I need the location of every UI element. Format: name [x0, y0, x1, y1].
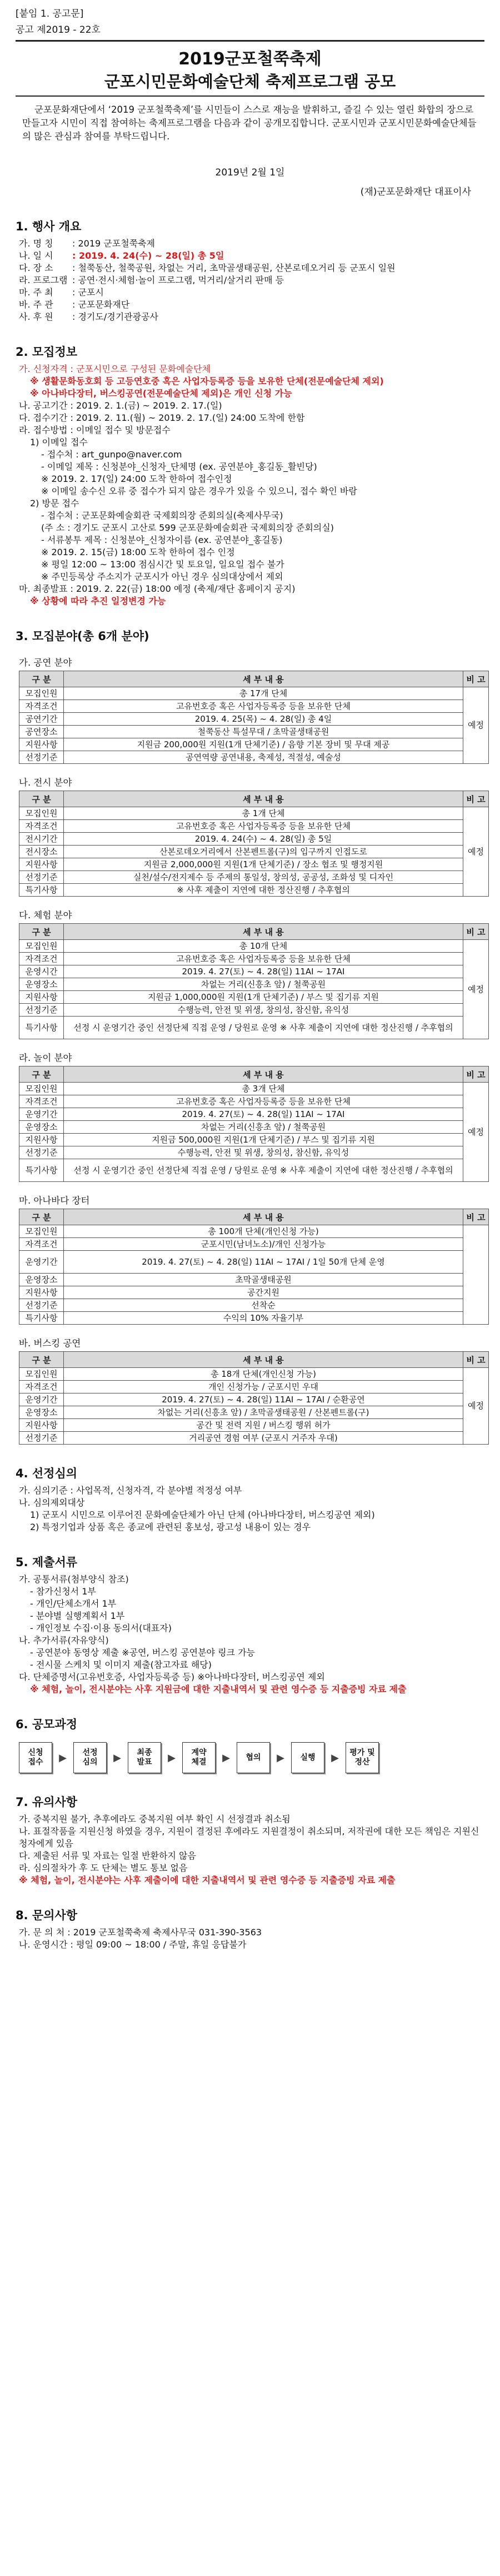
row-remark: 예정	[463, 807, 489, 897]
row-detail: 선착순	[64, 1299, 463, 1312]
table-row	[19, 1004, 489, 1017]
arrow-right-icon: ▶	[222, 1752, 230, 1764]
table-header-cell: 세 부 내 용	[64, 671, 463, 687]
overview-value: : 공연·전시·체험·놀이 프로그램, 먹거리/살거리 판매 등	[72, 275, 284, 285]
field-table	[19, 923, 489, 1039]
table-header-cell: 구 분	[19, 791, 64, 807]
table-row	[19, 1083, 489, 1095]
row-detail: 차없는 거리(신흥초 앞) / 철쭉공원	[64, 978, 463, 991]
arrow-right-icon: ▶	[113, 1752, 121, 1764]
table-row	[19, 1381, 489, 1393]
table-header-cell: 비 고	[463, 1209, 489, 1225]
row-category: 운영기간	[19, 1393, 64, 1406]
row-remark: 예정	[463, 687, 489, 764]
doc-video: - 공연분야 동영상 제출 ※공연, 버스킹 공연분야 링크 가능	[30, 1647, 255, 1658]
table-row	[19, 884, 489, 897]
review-info	[19, 1485, 483, 1533]
field-label: 바. 버스킹 공연	[19, 1338, 81, 1349]
table-row	[19, 807, 489, 820]
table-row	[19, 871, 489, 884]
overview-row	[19, 262, 483, 274]
table-row	[19, 940, 489, 953]
field-table	[19, 671, 489, 764]
row-category: 운영기간	[19, 1251, 64, 1274]
process-step: 신청 접수	[19, 1742, 52, 1773]
final-announcement: 마. 최종발표 : 2019. 2. 22(금) 18:00 예정 (축제/재단 홈페이지 공지)	[19, 583, 296, 594]
overview-value: : 군포문화재단	[72, 299, 130, 310]
table-row	[19, 738, 489, 751]
envelope-subject: - 서류봉투 제목 : 신청분야_신청자이름 (ex. 공연분야_홍길동)	[41, 535, 283, 545]
row-detail: 고유번호증 혹은 사업자등록증 등을 보유한 단체	[64, 953, 463, 965]
overview-row	[19, 238, 483, 250]
recruitment-info	[19, 363, 483, 607]
notice-header	[0, 0, 500, 36]
row-category: 자격조건	[19, 1238, 64, 1251]
row-detail: 개인 신청가능 / 군포시민 우대	[64, 1381, 463, 1393]
eligibility: 가. 신청자격 : 군포시민으로 구성된 문화예술단체	[19, 364, 211, 374]
row-detail: ※ 사후 제출이 지연에 대한 정산진행 / 추후협의	[64, 884, 463, 897]
exclusion-1: 1) 군포시 시민으로 이루어진 문화예술단체가 아닌 단체 (아나바다장터, 버스킹공연 제외)	[30, 1510, 375, 1520]
exclusion-2: 2) 특정기업과 상품 혹은 종교에 관련된 홍보성, 광고성 내용이 있는 경우	[30, 1522, 311, 1532]
contact-hours: 나. 운영시간 : 평일 09:00 ~ 18:00 / 주말, 휴일 응답불가	[19, 1939, 247, 1950]
overview-row	[19, 286, 483, 299]
doc-introduction: - 개인/단체소개서 1부	[30, 1598, 117, 1609]
notice-number: 공고 제2019 - 22호	[16, 24, 101, 36]
table-row	[19, 1406, 489, 1419]
row-category: 자격조건	[19, 953, 64, 965]
field-table	[19, 1351, 489, 1445]
residence-note: ※ 주민등록상 주소지가 군포시가 아닌 경우 심의대상에서 제외	[41, 571, 283, 582]
caution-plagiarism: 나. 표절작품을 지원신청 하였을 경우, 지원이 결정된 후에라도 지원결정이 취소되며, 저작권에 대한 모든 책임은 지원신청자에게 있음	[19, 1826, 479, 1849]
expense-proof-note: ※ 체험, 놀이, 전시분야는 사후 지원금에 대한 지출내역서 및 관련 영수증 등 지출증빙 자료 제출	[30, 1684, 407, 1694]
table-row	[19, 953, 489, 965]
row-detail: 공간지원	[64, 1286, 463, 1299]
row-detail: 지원금 1,000,000원 지원(1개 단체기준) / 부스 및 집기류 지원	[64, 991, 463, 1004]
intro-paragraph: 군포문화재단에서 ‘2019 군포철쭉축제’를 시민들이 스스로 재능을 발휘하고, 즐길 수 있는 열린 화합의 장으로 만들고자 시민이 직접 참여하는 축제프로그램을 다음과 같이 공개모집합니다. 군포시민과 군포시민문화예술단체들의 많은 관심과 참여를 부탁드립니다.	[22, 104, 477, 142]
row-category: 자격조건	[19, 700, 64, 713]
review-exclusion: 나. 심의제외대상	[19, 1497, 85, 1508]
row-remark	[463, 1225, 489, 1325]
review-criteria: 가. 심의기준 : 사업목적, 신청자격, 각 분야별 적정성 여부	[19, 1485, 242, 1496]
row-category: 운영기간	[19, 1108, 64, 1121]
row-category: 모집인원	[19, 1368, 64, 1381]
table-row	[19, 1095, 489, 1108]
table-header-cell: 세 부 내 용	[64, 1209, 463, 1225]
table-header-cell: 구 분	[19, 924, 64, 940]
fields-tables	[0, 655, 500, 1445]
row-category: 운영장소	[19, 1406, 64, 1419]
table-header-cell: 구 분	[19, 1352, 64, 1368]
row-detail: 산본로데오거리에서 산본펜트롤(구)의 입구까지 인접도로	[64, 846, 463, 858]
overview-key: 라. 프로그램	[19, 275, 68, 285]
row-category: 자격조건	[19, 1095, 64, 1108]
table-row	[19, 1225, 489, 1238]
additional-docs: 나. 추가서류(자유양식)	[19, 1635, 109, 1646]
table-row	[19, 687, 489, 700]
row-remark: 예정	[463, 1368, 489, 1445]
row-detail: 2019. 4. 27(토) ~ 4. 28(일) 11AI ~ 17AI / 1일 50개 단체 운영	[64, 1251, 463, 1274]
row-category: 운영시간	[19, 965, 64, 978]
row-category: 운영장소	[19, 978, 64, 991]
row-category: 운영장소	[19, 1274, 64, 1286]
table-header-cell: 비 고	[463, 791, 489, 807]
row-detail: 2019. 4. 27(토) ~ 4. 28(일) 11AI ~ 17AI	[64, 965, 463, 978]
row-detail: 총 3개 단체	[64, 1083, 463, 1095]
row-detail: 총 100개 단체(개인신청 가능)	[64, 1225, 463, 1238]
table-row	[19, 1432, 489, 1445]
row-detail: 2019. 4. 24(수) ~ 4. 28(일) 총 5일	[64, 833, 463, 846]
group-certificate: 다. 단체증명서(고유번호증, 사업자등록증 등) ※아나바다장터, 버스킹공연 제외	[19, 1672, 325, 1682]
row-detail: 총 1개 단체	[64, 807, 463, 820]
table-row	[19, 726, 489, 738]
row-category: 자격조건	[19, 820, 64, 833]
table-header-cell: 세 부 내 용	[64, 791, 463, 807]
caution-return: 다. 제출된 서류 및 자료는 일절 반환하지 않음	[19, 1850, 196, 1861]
table-header-cell: 세 부 내 용	[64, 1066, 463, 1083]
announcement-period: 나. 공고기간 : 2019. 2. 1.(금) ~ 2019. 2. 17.(일)	[19, 400, 222, 411]
email-address: - 접수처 : art_gunpo@naver.com	[41, 449, 182, 460]
row-detail: 차없는 거리(신흥초 앞) / 초막골생태공원 / 산본펜트롤(구)	[64, 1406, 463, 1419]
email-subject: - 이메일 제목 : 신청분야_신청자_단체명 (ex. 공연분야_홍길동_활빈당)	[41, 461, 317, 472]
section-contact-title: 8. 문의사항	[16, 1909, 78, 1922]
visit-deadline: ※ 2019. 2. 15(금) 18:00 도착 한하여 접수 인정	[41, 547, 235, 557]
section-review-title: 4. 선정심의	[16, 1467, 78, 1480]
row-detail: 초막골생태공원	[64, 1274, 463, 1286]
festival-title: 2019군포철쭉축제	[178, 49, 322, 69]
row-detail: 선정 시 운영기간 중인 선정단체 직접 운영 / 당원로 운영 ※ 사후 제출이 지연에 대한 정산진행 / 추후협의	[64, 1017, 463, 1039]
table-row	[19, 1312, 489, 1325]
row-detail: 군포시민(남녀노소)/개인 신청가능	[64, 1238, 463, 1251]
row-category: 선정기준	[19, 1432, 64, 1445]
row-detail: 수익의 10% 자율기부	[64, 1312, 463, 1325]
overview-key: 가. 명 칭	[19, 238, 53, 249]
row-detail: 수행능력, 안전 및 위생, 창의성, 참신함, 유익성	[64, 1146, 463, 1159]
email-deadline: ※ 2019. 2. 17(일) 24:00 도착 한하여 접수인정	[41, 474, 232, 484]
process-step: 실행	[291, 1742, 324, 1773]
table-row	[19, 820, 489, 833]
visit-address: (주 소 : 경기도 군포시 고산로 599 군포문화예술회관 국제회의장 준회의실)	[41, 522, 334, 533]
table-row	[19, 1299, 489, 1312]
row-category: 지원사항	[19, 1419, 64, 1432]
process-step: 최종 발표	[128, 1742, 161, 1773]
row-category: 모집인원	[19, 687, 64, 700]
overview-row	[19, 274, 483, 286]
schedule-change-note: ※ 상황에 따라 추진 일정변경 가능	[30, 596, 166, 606]
table-row	[19, 1108, 489, 1121]
overview-key: 나. 일 시	[19, 250, 53, 261]
doc-consent: - 개인정보 수집·이용 동의서(대표자)	[30, 1623, 172, 1633]
doc-application: - 참가신청서 1부	[30, 1586, 96, 1597]
row-remark: 예정	[463, 1083, 489, 1182]
row-detail: 총 10개 단체	[64, 940, 463, 953]
application-method: 라. 접수방법 : 이메일 접수 및 방문접수	[19, 425, 171, 435]
row-category: 지원사항	[19, 738, 64, 751]
overview-key: 사. 후 원	[19, 311, 53, 322]
documents-info	[19, 1573, 483, 1695]
arrow-right-icon: ▶	[277, 1752, 284, 1764]
table-row	[19, 1419, 489, 1432]
table-row	[19, 965, 489, 978]
overview-key: 마. 주 최	[19, 287, 53, 298]
row-detail: 실천/설수/전지제수 등 주제의 통일성, 창의성, 공공성, 조화성 및 디자인	[64, 871, 463, 884]
row-category: 지원사항	[19, 991, 64, 1004]
process-step: 평가 및 정산	[346, 1742, 379, 1773]
row-detail: 2019. 4. 25(목) ~ 4. 28(일) 총 4일	[64, 713, 463, 726]
row-detail: 지원금 500,000원 지원(1개 단체기준) / 부스 및 집기류 지원	[64, 1134, 463, 1146]
caution-duplicate: 가. 중복지원 불가, 추후에라도 중복지원 여부 확인 시 선정결과 취소됨	[19, 1814, 291, 1824]
row-detail: 공간 및 전력 지원 / 버스킹 행위 허가	[64, 1419, 463, 1432]
common-docs: 가. 공통서류(첨부양식 참조)	[19, 1574, 129, 1584]
title-box	[16, 40, 484, 97]
row-detail: 고유번호증 혹은 사업자등록증 등을 보유한 단체	[64, 700, 463, 713]
table-row	[19, 1368, 489, 1381]
overview-value: : 2019. 4. 24(수) ~ 28(일) 총 5일	[72, 250, 224, 261]
doc-plan: - 분야별 실행계획서 1부	[30, 1611, 125, 1621]
row-category: 특기사항	[19, 1312, 64, 1325]
table-row	[19, 1134, 489, 1146]
table-row	[19, 1159, 489, 1182]
overview-list	[19, 238, 483, 323]
table-row	[19, 858, 489, 871]
table-row	[19, 833, 489, 846]
row-detail: 선정 시 운영기간 중인 선정단체 직접 운영 / 당원로 운영 ※ 사후 제출이 지연에 대한 정산진행 / 추후협의	[64, 1159, 463, 1182]
row-category: 모집인원	[19, 807, 64, 820]
row-category: 지원사항	[19, 1286, 64, 1299]
row-detail: 2019. 4. 27(토) ~ 4. 28(일) 11AI ~ 17AI / 순환공연	[64, 1393, 463, 1406]
row-detail: 거리공연 경험 여부 (군포시 거주자 우대)	[64, 1432, 463, 1445]
row-category: 공연장소	[19, 726, 64, 738]
field-table	[19, 791, 489, 897]
table-row	[19, 713, 489, 726]
row-detail: 공연역량 공연내용, 축제성, 적절성, 예술성	[64, 751, 463, 764]
row-category: 모집인원	[19, 1083, 64, 1095]
row-category: 운영장소	[19, 1121, 64, 1134]
overview-value: : 철쭉동산, 철쭉공원, 차없는 거리, 초막골생태공원, 산본로데오거리 등 군포시 일원	[72, 263, 396, 273]
table-header-cell: 구 분	[19, 1209, 64, 1225]
table-row	[19, 978, 489, 991]
row-detail: 지원금 200,000원 지원(1개 단체기준) / 음향 기본 장비 및 무대 제공	[64, 738, 463, 751]
row-category: 선정기준	[19, 871, 64, 884]
row-remark: 예정	[463, 940, 489, 1039]
section-recruitment-title: 2. 모집정보	[16, 345, 78, 359]
visit-hours-note: ※ 평일 12:00 ~ 13:00 점심시간 및 토요일, 일요일 접수 불가	[41, 559, 284, 570]
eligibility-note-1: ※ 생활문화동호회 등 고등연호중 혹은 사업자등록증 등을 보유한 단체(전문예술단체 제외)	[30, 376, 384, 386]
field-label: 라. 놀이 분야	[19, 1053, 72, 1063]
field-table	[19, 1209, 489, 1325]
contact-info	[19, 1926, 483, 1951]
row-detail: 철쭉동산 특설무대 / 초막골생태공원	[64, 726, 463, 738]
caution-notice: 라. 심의절차가 후 도 단체는 별도 통보 없음	[19, 1863, 188, 1873]
field-label: 다. 체험 분야	[19, 910, 72, 920]
row-detail: 고유번호증 혹은 사업자등록증 등을 보유한 단체	[64, 1095, 463, 1108]
table-row	[19, 1121, 489, 1134]
overview-row	[19, 299, 483, 311]
row-category: 공연기간	[19, 713, 64, 726]
row-category: 자격조건	[19, 1381, 64, 1393]
row-category: 선정기준	[19, 1004, 64, 1017]
row-detail: 수행능력, 안전 및 위생, 창의성, 참신함, 유익성	[64, 1004, 463, 1017]
table-row	[19, 751, 489, 764]
overview-row	[19, 311, 483, 323]
arrow-right-icon: ▶	[168, 1752, 176, 1764]
process-step: 계약 체결	[182, 1742, 216, 1773]
contact-phone: 가. 문 의 처 : 2019 군포철쭉축제 축제사무국 031-390-3563	[19, 1927, 262, 1938]
field-label: 마. 아나바다 장터	[19, 1195, 90, 1206]
table-row	[19, 1286, 489, 1299]
overview-row	[19, 250, 483, 262]
row-category: 선정기준	[19, 751, 64, 764]
row-detail: 지원금 2,000,000원 지원(1개 단체기준) / 장소 협조 및 행정지원	[64, 858, 463, 871]
notice-title: 군포시민문화예술단체 축제프로그램 공모	[104, 72, 396, 91]
row-detail: 차없는 거리(신흥초 앞) / 철쭉공원	[64, 1121, 463, 1134]
table-header-cell: 구 분	[19, 671, 64, 687]
visit-place: - 접수처 : 군포문화예술회관 국제회의장 준회의실(축제사무국)	[41, 510, 283, 521]
table-row	[19, 1393, 489, 1406]
attachment-label: [붙임 1. 공고문]	[16, 8, 84, 19]
row-category: 모집인원	[19, 940, 64, 953]
table-header-cell: 비 고	[463, 924, 489, 940]
field-label: 가. 공연 분야	[19, 657, 72, 668]
arrow-right-icon: ▶	[59, 1752, 67, 1764]
table-row	[19, 846, 489, 858]
row-category: 전시기간	[19, 833, 64, 846]
row-category: 지원사항	[19, 1134, 64, 1146]
section-overview-title: 1. 행사 개요	[16, 220, 82, 233]
field-table	[19, 1066, 489, 1182]
row-category: 특기사항	[19, 1017, 64, 1039]
table-header-cell: 비 고	[463, 1352, 489, 1368]
section-fields-title: 3. 모집분야(총 6개 분야)	[16, 630, 149, 643]
overview-value: : 군포시	[72, 287, 104, 298]
table-header-cell: 비 고	[463, 671, 489, 687]
row-detail: 총 17개 단체	[64, 687, 463, 700]
row-category: 선정기준	[19, 1146, 64, 1159]
doc-sketch: - 전시물 스케치 및 이미지 제출(참고자료 해당)	[30, 1659, 212, 1670]
section-documents-title: 5. 제출서류	[16, 1556, 78, 1569]
overview-key: 다. 장 소	[19, 263, 53, 273]
overview-value: : 경기도/경기관광공사	[72, 311, 158, 322]
section-cautions-title: 7. 유의사항	[16, 1795, 78, 1809]
table-row	[19, 1017, 489, 1039]
caution-expense-note: ※ 체험, 놀이, 전시분야는 사후 제출이에 대한 지출내역서 및 관련 영수증 등 지출증빙 자료 제출	[19, 1875, 396, 1885]
table-row	[19, 1146, 489, 1159]
row-detail: 고유번호증 혹은 사업자등록증 등을 보유한 단체	[64, 820, 463, 833]
table-row	[19, 991, 489, 1004]
table-row	[19, 1238, 489, 1251]
row-category: 특기사항	[19, 1159, 64, 1182]
overview-key: 바. 주 관	[19, 299, 53, 310]
table-row	[19, 1274, 489, 1286]
table-header-cell: 비 고	[463, 1066, 489, 1083]
table-header-cell: 세 부 내 용	[64, 924, 463, 940]
process-step: 선정 심의	[73, 1742, 107, 1773]
process-step: 협의	[237, 1742, 270, 1773]
visit-method: 2) 방문 접수	[30, 498, 79, 509]
process-flow	[19, 1742, 500, 1773]
table-row	[19, 1251, 489, 1274]
row-category: 선정기준	[19, 1299, 64, 1312]
issuer: (재)군포문화재단 대표이사	[360, 187, 471, 198]
table-header-cell: 구 분	[19, 1066, 64, 1083]
cautions-info	[19, 1813, 483, 1886]
row-category: 전시장소	[19, 846, 64, 858]
overview-value: : 2019 군포철쭉축제	[72, 238, 156, 249]
notice-date: 2019년 2월 1일	[215, 167, 285, 178]
email-method: 1) 이메일 접수	[30, 437, 88, 447]
section-process-title: 6. 공모과정	[16, 1718, 78, 1731]
row-category: 모집인원	[19, 1225, 64, 1238]
row-category: 특기사항	[19, 884, 64, 897]
row-detail: 총 18개 단체(개인신청 가능)	[64, 1368, 463, 1381]
application-period: 다. 접수기간 : 2019. 2. 11.(월) ~ 2019. 2. 17.(일) 24:00 도착에 한함	[19, 412, 305, 423]
arrow-right-icon: ▶	[331, 1752, 339, 1764]
table-row	[19, 700, 489, 713]
email-note: ※ 이메일 송수신 오류 중 접수가 되지 않은 경우가 있을 수 있으니, 접수 확인 바람	[41, 486, 357, 496]
row-detail: 2019. 4. 27(토) ~ 4. 28(일) 11AI ~ 17AI	[64, 1108, 463, 1121]
table-header-cell: 세 부 내 용	[64, 1352, 463, 1368]
field-label: 나. 전시 분야	[19, 777, 72, 788]
eligibility-note-2: ※ 아나바다장터, 버스킹공연(전문예술단체 제외)은 개인 신청 가능	[30, 388, 292, 399]
row-category: 지원사항	[19, 858, 64, 871]
